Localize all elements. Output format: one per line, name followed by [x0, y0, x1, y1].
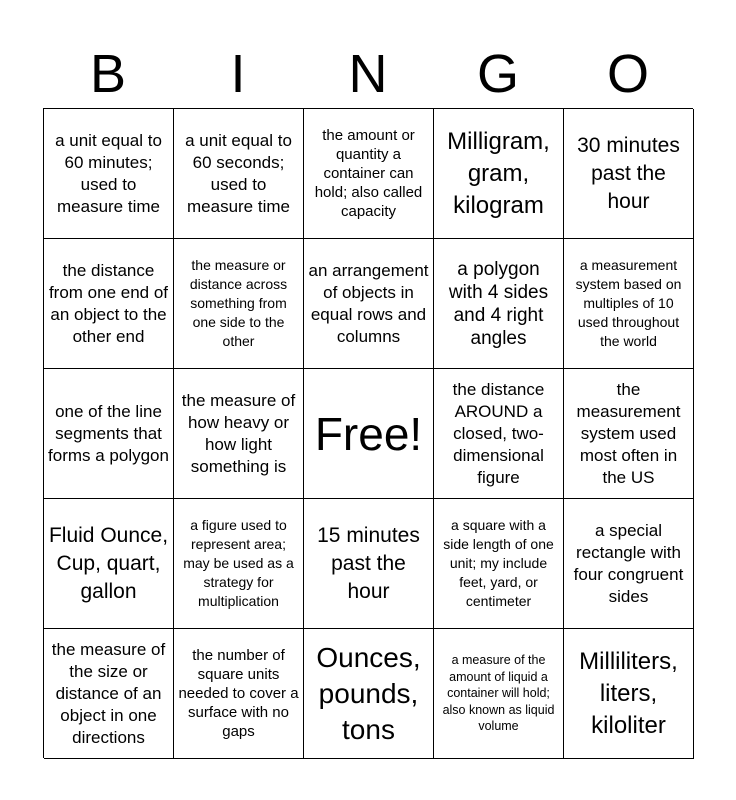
bingo-cell-b5[interactable] [44, 629, 174, 759]
bingo-board [43, 108, 693, 758]
bingo-cell-i4[interactable] [174, 499, 304, 629]
cell-text: a special rectangle with four congruent sides [573, 520, 684, 606]
cell-text: 15 minutes past the hour [317, 523, 420, 603]
bingo-cell-i2[interactable] [174, 239, 304, 369]
cell-text: a square with a side length of one unit; my include feet, yard, or centimeter [443, 517, 554, 609]
bingo-cell-g4[interactable] [434, 499, 564, 629]
cell-text: Fluid Ounce, Cup, quart, gallon [48, 523, 169, 603]
bingo-cell-g5[interactable] [434, 629, 564, 759]
bingo-cell-i3[interactable] [174, 369, 304, 499]
cell-text: Milligram, gram, kilogram [447, 127, 550, 219]
header-letter-b: B [89, 44, 127, 104]
header-letter-n: N [348, 44, 388, 104]
bingo-cell-o4[interactable] [564, 499, 694, 629]
bingo-cell-b2[interactable] [44, 239, 174, 369]
bingo-cell-i5[interactable] [174, 629, 304, 759]
cell-text: the amount or quantity a container can hold; also called capacity [314, 127, 423, 220]
cell-text: a polygon with 4 sides and 4 right angles [448, 258, 549, 349]
bingo-cell-i1[interactable] [174, 109, 304, 239]
header-letter-o: O [606, 44, 649, 104]
bingo-cell-b3[interactable] [44, 369, 174, 499]
bingo-cell-o1[interactable] [564, 109, 694, 239]
bingo-cell-n2[interactable] [304, 239, 434, 369]
bingo-cell-b4[interactable] [44, 499, 174, 629]
bingo-cell-o5[interactable] [564, 629, 694, 759]
cell-text: the distance AROUND a closed, two-dimensional figure [452, 379, 545, 487]
cell-text: an arrangement of objects in equal rows and columns [308, 260, 429, 346]
bingo-header [43, 42, 693, 106]
cell-text: one of the line segments that forms a polygon [48, 401, 169, 465]
cell-text: the measure of how heavy or how light something is [181, 390, 296, 476]
cell-text: the measure or distance across something from one side to the other [189, 257, 288, 349]
bingo-cell-o2[interactable] [564, 239, 694, 369]
cell-text: a measure of the amount of liquid a container will hold; also known as liquid volume [442, 653, 555, 734]
bingo-cell-free[interactable] [304, 369, 434, 499]
bingo-cell-g1[interactable] [434, 109, 564, 239]
bingo-cell-g3[interactable] [434, 369, 564, 499]
cell-text: a measurement system based on multiples of 10 used throughout the world [575, 257, 682, 349]
cell-text: the measure of the size or distance of an object in one directions [51, 639, 166, 747]
bingo-cell-o3[interactable] [564, 369, 694, 499]
cell-text: the distance from one end of an object to the other end [48, 260, 169, 346]
bingo-cell-n1[interactable] [304, 109, 434, 239]
bingo-cell-g2[interactable] [434, 239, 564, 369]
header-letter-g: G [476, 44, 519, 104]
cell-text: 30 minutes past the hour [577, 133, 680, 213]
cell-text: the number of square units needed to cover a surface with no gaps [178, 647, 299, 740]
bingo-cell-n5[interactable] [304, 629, 434, 759]
header-letter-i: I [230, 44, 246, 104]
cell-text: Ounces, pounds, tons [316, 641, 421, 745]
bingo-cell-b1[interactable] [44, 109, 174, 239]
bingo-cell-n4[interactable] [304, 499, 434, 629]
free-space-text: Free! [314, 407, 423, 460]
cell-text: a unit equal to 60 minutes; used to measure time [55, 130, 162, 216]
cell-text: a unit equal to 60 seconds; used to measure time [185, 130, 292, 216]
cell-text: a figure used to represent area; may be used as a strategy for multiplication [183, 517, 294, 609]
cell-text: Milliliters, liters, kiloliter [579, 647, 678, 739]
cell-text: the measurement system used most often in the US [576, 379, 681, 487]
